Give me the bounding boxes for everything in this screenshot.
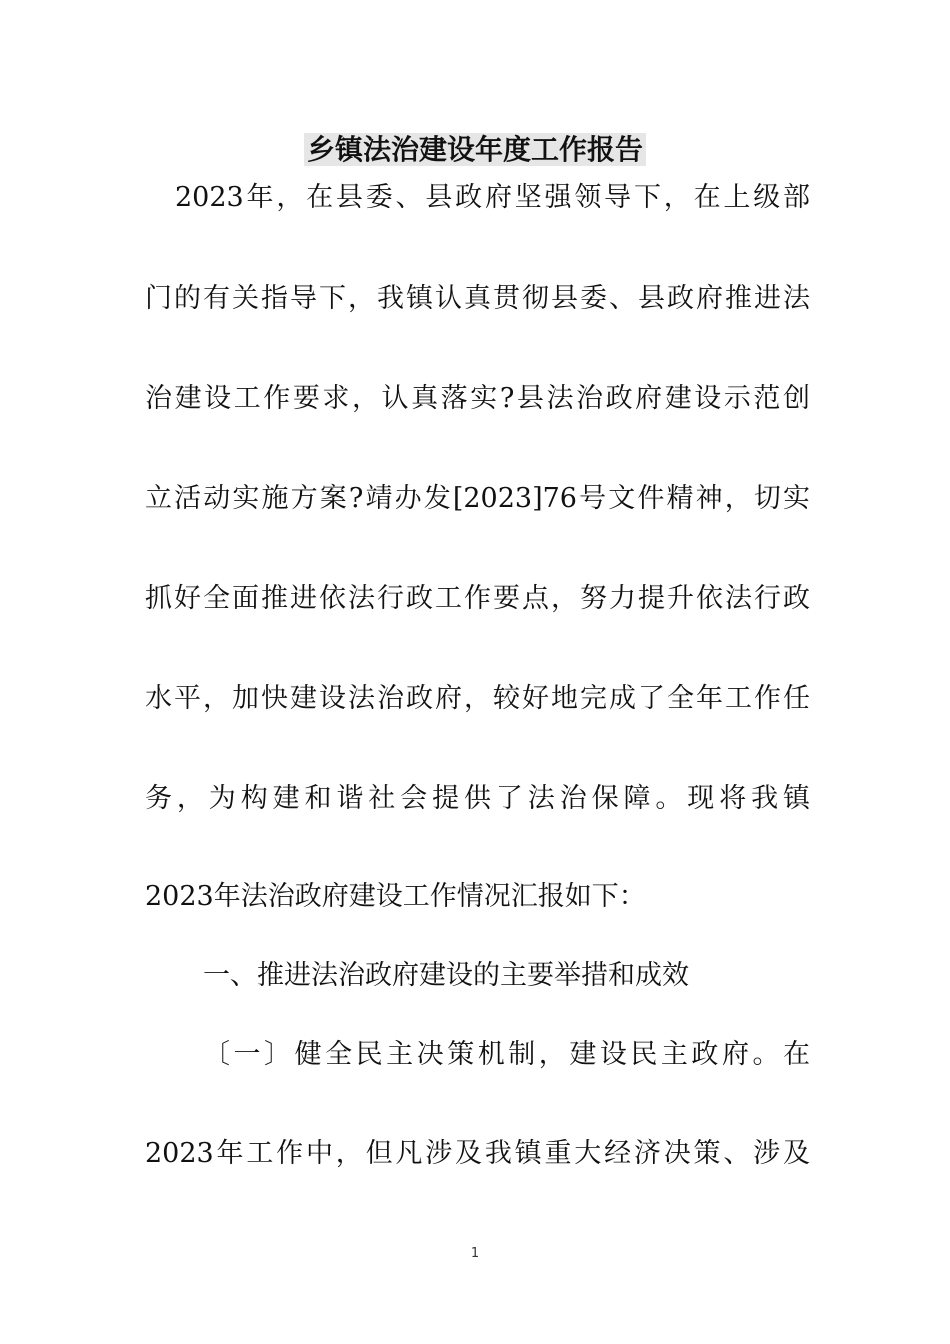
section-heading: 一、推进法治政府建设的主要举措和成效 [203, 960, 689, 991]
paragraph-line: 门的有关指导下，我镇认真贯彻县委、县政府推进法 [145, 283, 810, 314]
paragraph-line: 2023年法治政府建设工作情况汇报如下： [145, 881, 646, 912]
paragraph-line: 立活动实施方案?靖办发[2023]76号文件精神，切实 [145, 483, 810, 514]
document-title: 乡镇法治建设年度工作报告 [0, 128, 950, 172]
page-number: 1 [470, 1246, 480, 1261]
subsection-heading: 〔一〕健全民主决策机制，建设民主政府。在 [203, 1039, 810, 1070]
paragraph-line: 2023年，在县委、县政府坚强领导下，在上级部 [175, 182, 810, 213]
paragraph-line: 2023年工作中，但凡涉及我镇重大经济决策、涉及 [145, 1138, 810, 1169]
paragraph-line: 抓好全面推进依法行政工作要点，努力提升依法行政 [145, 583, 810, 614]
paragraph-line: 治建设工作要求，认真落实?县法治政府建设示范创 [145, 383, 810, 414]
paragraph-line: 水平，加快建设法治政府，较好地完成了全年工作任 [145, 683, 810, 714]
paragraph-line: 务，为构建和谐社会提供了法治保障。现将我镇 [145, 783, 810, 814]
